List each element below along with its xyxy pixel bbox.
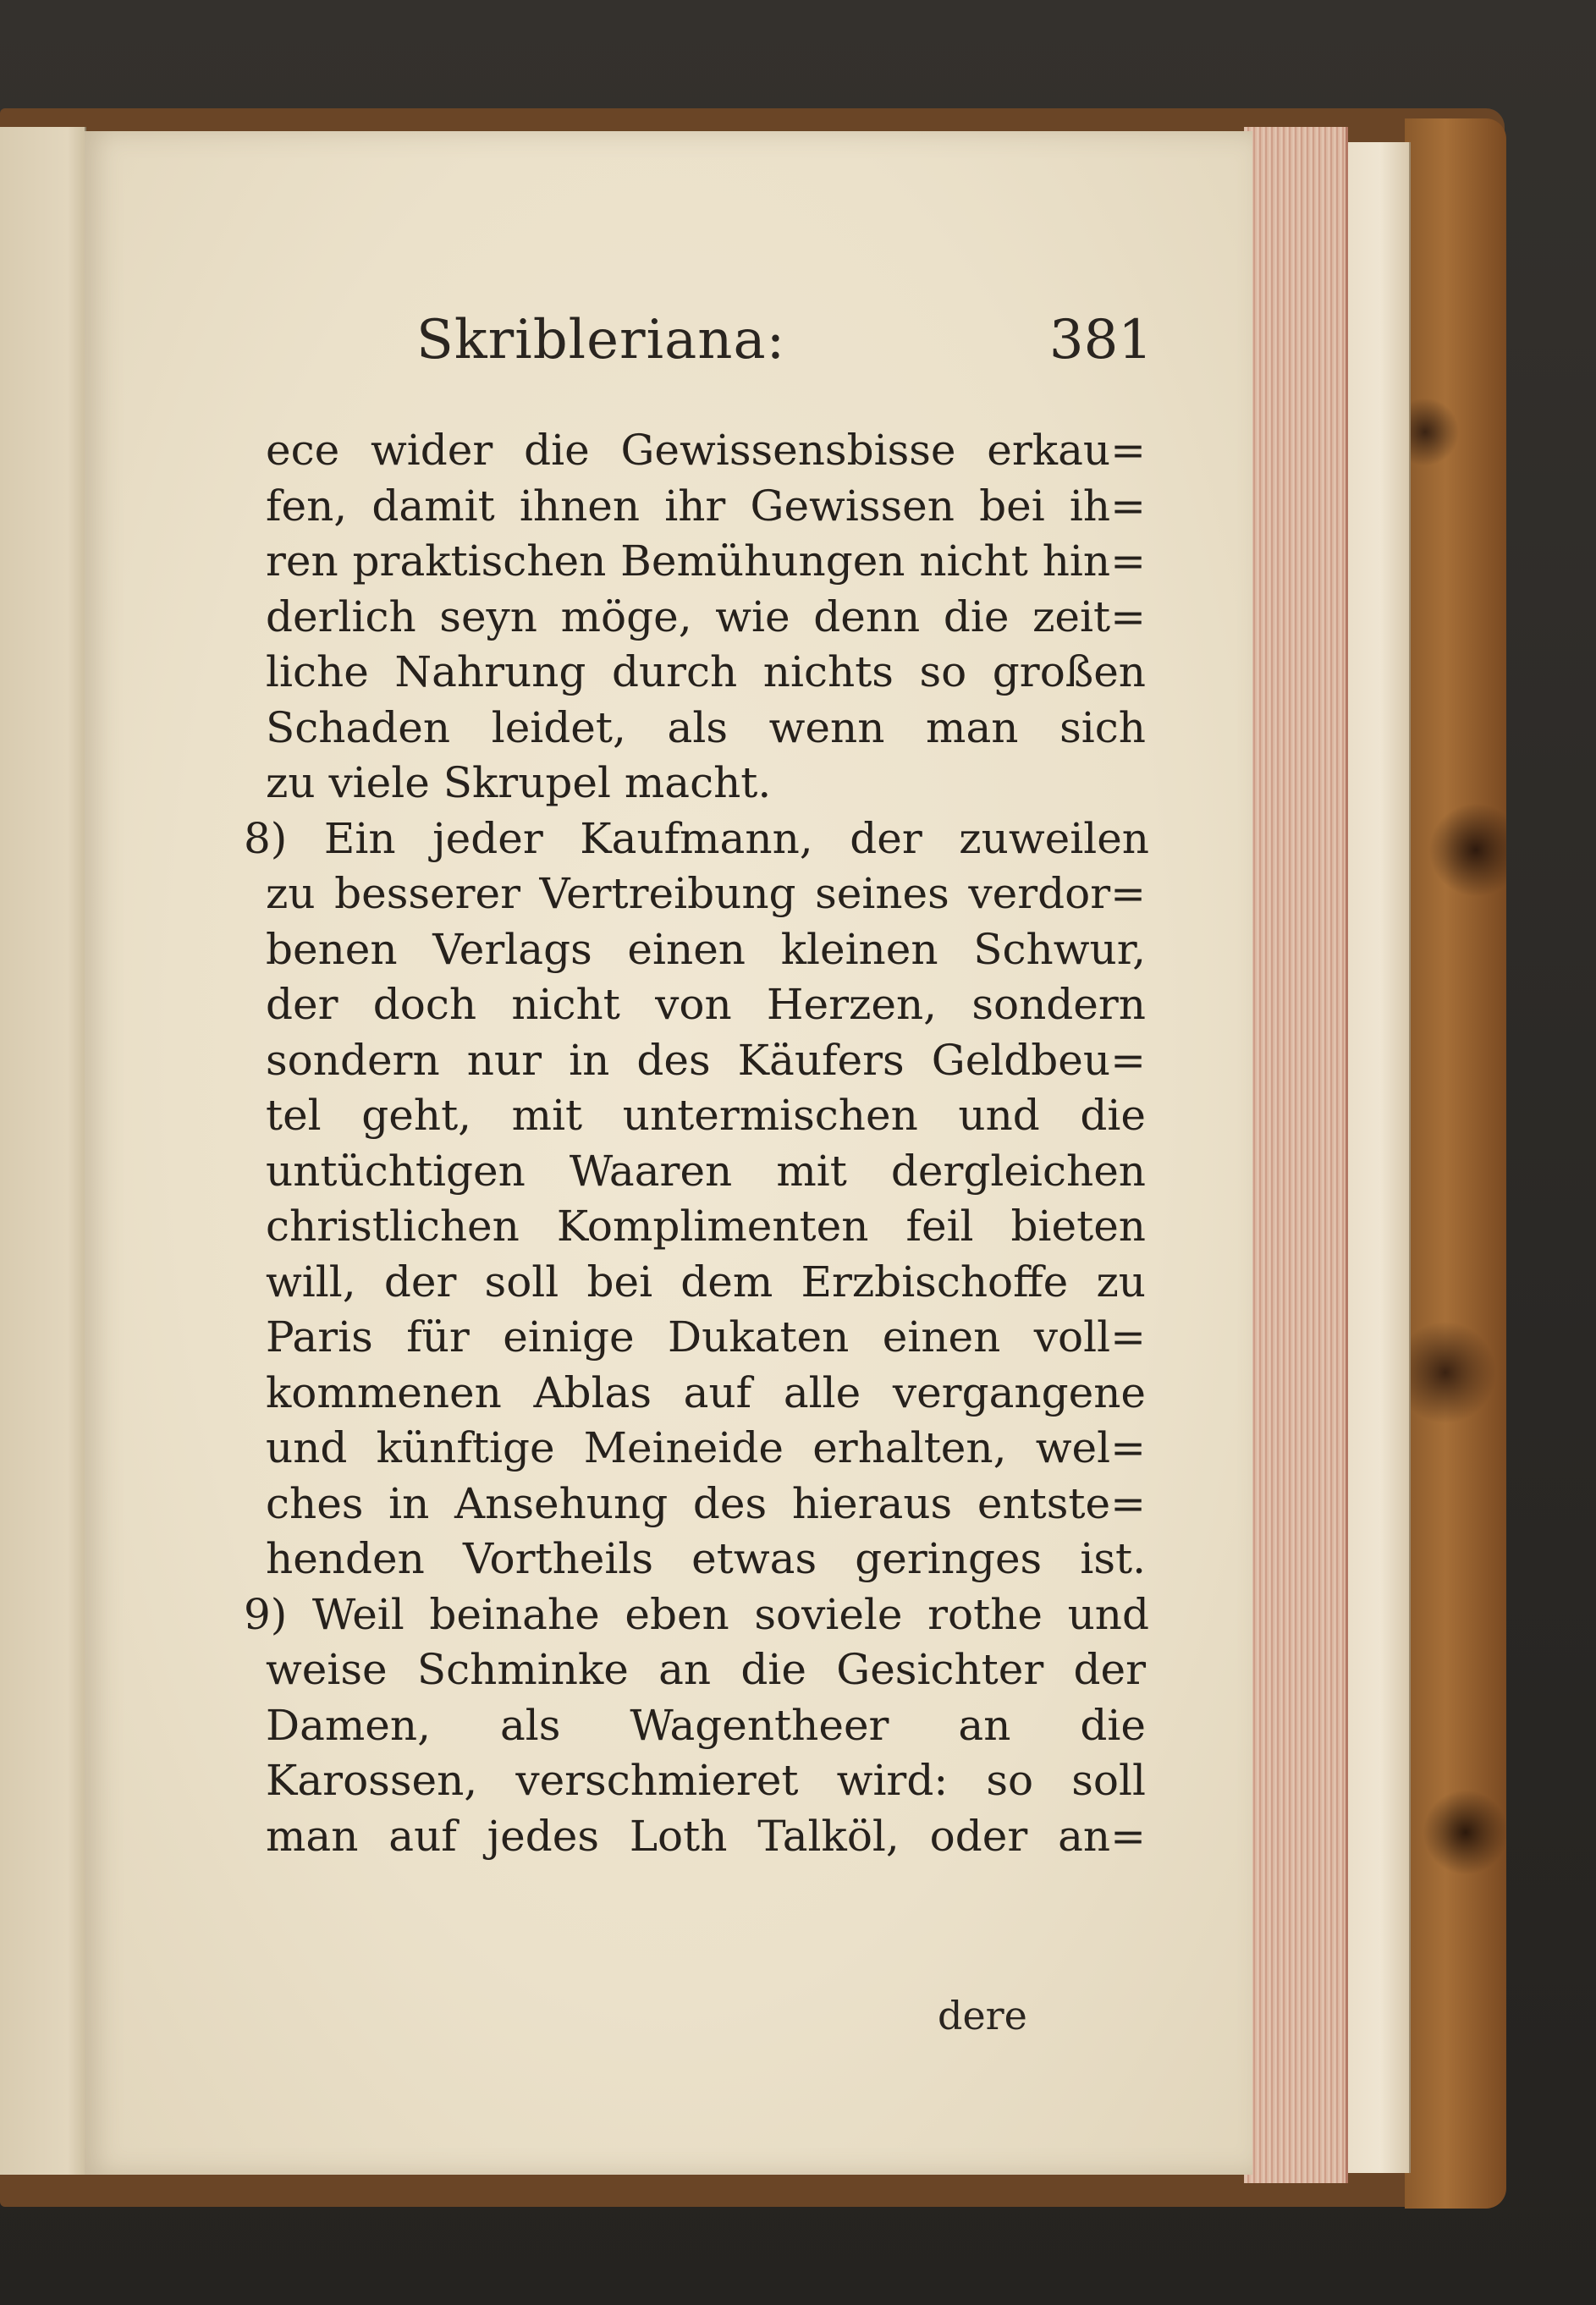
text-line: will, der soll bei dem Erzbischoffe zu xyxy=(266,1257,1146,1307)
running-title: Skribleriana: xyxy=(416,309,786,371)
text-line: tel geht, mit untermischen und die xyxy=(266,1091,1146,1140)
catchword: dere xyxy=(938,1993,1027,2038)
text-line: henden Vortheils etwas geringes ist. xyxy=(266,1534,1146,1583)
text-line: sondern nur in des Käufers Geldbeu= xyxy=(266,1035,1146,1085)
text-line: der doch nicht von Herzen, sondern xyxy=(266,980,1146,1029)
text-line: zu besserer Vertreibung seines verdor= xyxy=(266,869,1146,918)
page-block-edges xyxy=(1244,127,1348,2183)
text-line: ren praktischen Bemühungen nicht hin= xyxy=(266,536,1146,586)
text-line: kommenen Ablas auf alle vergangene xyxy=(266,1367,1146,1417)
text-line: liche Nahrung durch nichts so großen xyxy=(266,647,1146,696)
text-line: 9) Weil beinahe eben soviele rothe und xyxy=(244,1589,1149,1639)
text-line: und künftige Meineide erhalten, wel= xyxy=(266,1423,1146,1472)
page-header xyxy=(416,309,1153,402)
text-line: zu viele Skrupel macht. xyxy=(266,758,772,807)
left-page-edge xyxy=(0,127,86,2175)
text-line: benen Verlags einen kleinen Schwur, xyxy=(266,924,1146,974)
text-line: ches in Ansehung des hieraus entste= xyxy=(266,1478,1146,1528)
text-line: christlichen Komplimenten feil bieten xyxy=(266,1202,1146,1251)
text-line: 8) Ein jeder Kaufmann, der zuweilen xyxy=(244,813,1149,863)
text-line: ece wider die Gewissensbisse erkau= xyxy=(266,426,1146,475)
page-number: 381 xyxy=(1048,309,1153,371)
text-line: fen, damit ihnen ihr Gewissen bei ih= xyxy=(266,481,1146,531)
text-line: man auf jedes Loth Talköl, oder an= xyxy=(266,1811,1146,1861)
text-line: weise Schminke an die Gesichter der xyxy=(266,1645,1146,1694)
book-page xyxy=(85,131,1252,2175)
page-block-back xyxy=(1337,142,1411,2173)
text-line: Damen, als Wagentheer an die xyxy=(266,1700,1146,1750)
text-line: Schaden leidet, als wenn man sich xyxy=(266,702,1146,752)
text-line: untüchtigen Waaren mit dergleichen xyxy=(266,1146,1146,1196)
book-cover-edge xyxy=(1405,118,1506,2209)
text-line: derlich seyn möge, wie denn die zeit= xyxy=(266,591,1146,641)
text-line: Paris für einige Dukaten einen voll= xyxy=(266,1312,1146,1362)
body-text xyxy=(244,423,1149,1864)
text-line: Karossen, verschmieret wird: so soll xyxy=(266,1756,1146,1805)
